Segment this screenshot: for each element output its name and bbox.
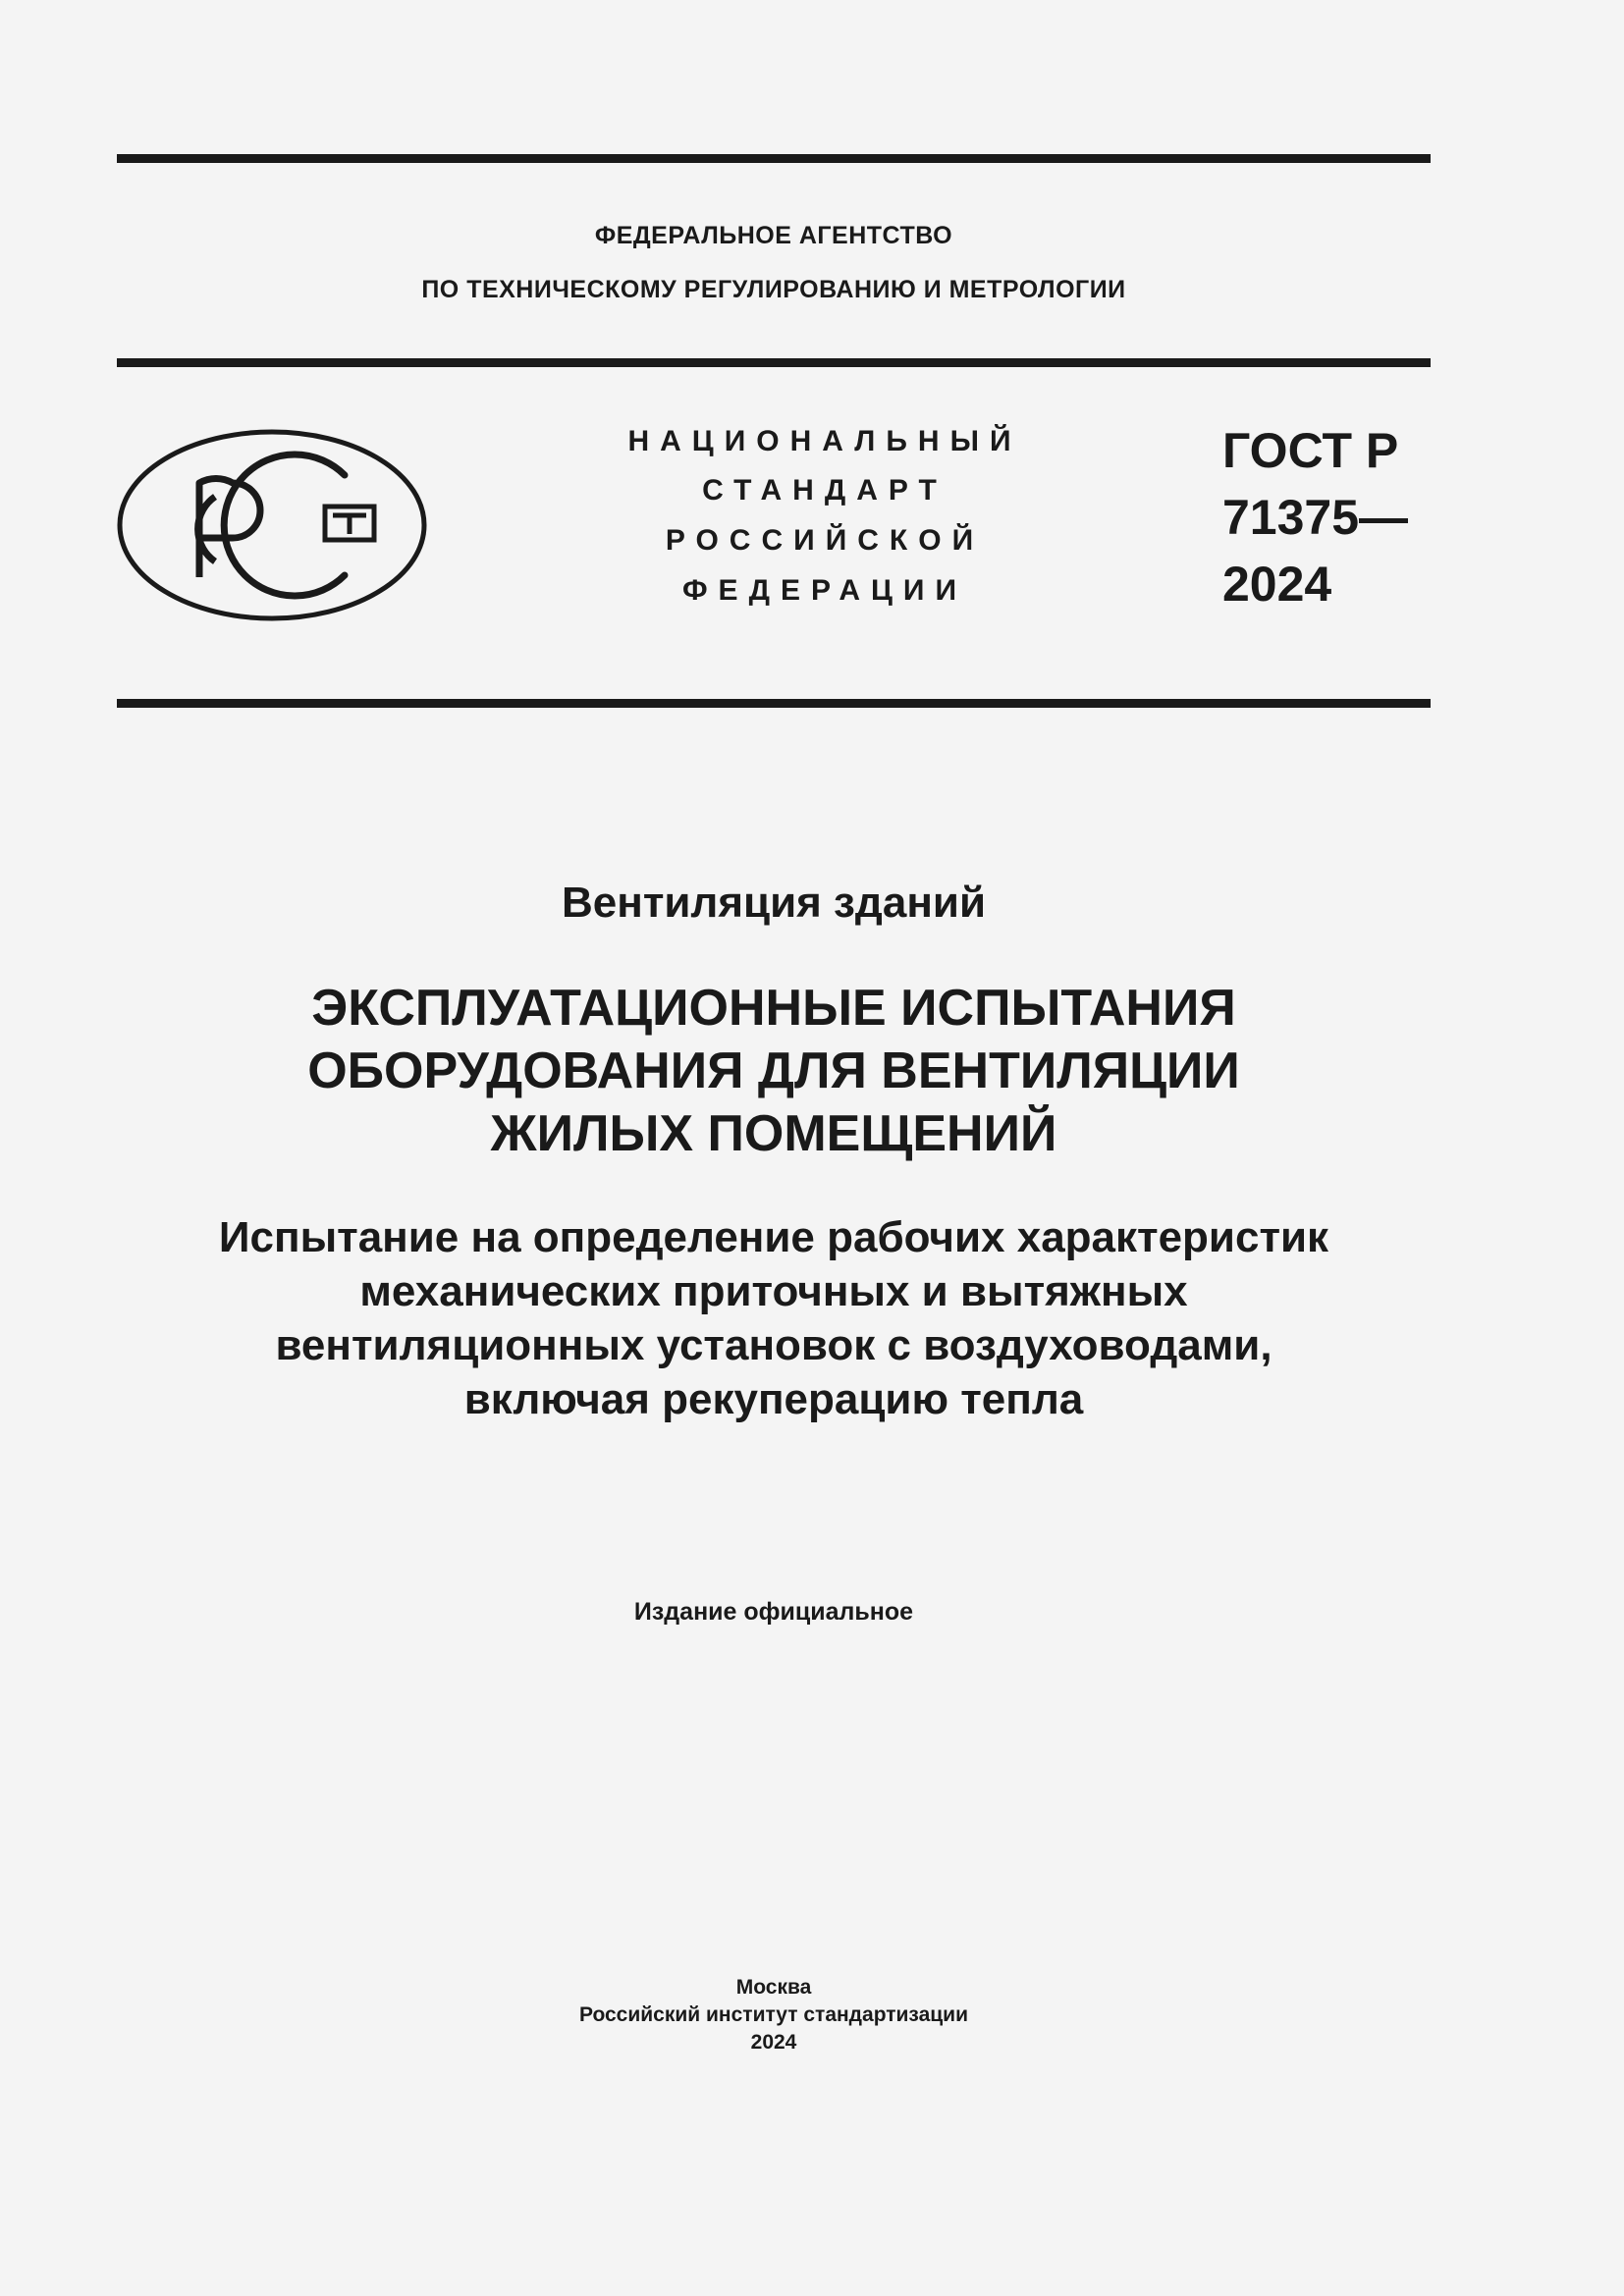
document-title-line: ОБОРУДОВАНИЯ ДЛЯ ВЕНТИЛЯЦИИ	[307, 1042, 1240, 1099]
agency-name-line-1: ФЕДЕРАЛЬНОЕ АГЕНТСТВО	[594, 222, 953, 249]
imprint	[117, 1974, 1431, 2056]
imprint-city: Москва	[735, 1976, 812, 1999]
document-title	[117, 977, 1431, 1165]
standard-type-line-1: НАЦИОНАЛЬНЫЙ	[627, 425, 1022, 457]
document-title-line: ЭКСПЛУАТАЦИОННЫЕ ИСПЫТАНИЯ	[311, 980, 1236, 1037]
top-divider	[117, 154, 1431, 163]
header-divider	[117, 358, 1431, 367]
edition-note: Издание официальное	[633, 1598, 914, 1626]
document-subtitle-line: включая рекуперацию тепла	[463, 1375, 1084, 1423]
imprint-publisher: Российский институт стандартизации	[578, 2003, 969, 2026]
document-subject: Вентиляция зданий	[562, 879, 986, 927]
standard-type-line-3: РОССИЙСКОЙ	[665, 524, 985, 557]
agency-name-line-2: ПО ТЕХНИЧЕСКОМУ РЕГУЛИРОВАНИЮ И МЕТРОЛОГИИ	[421, 276, 1126, 303]
standard-type-line-2: СТАНДАРТ	[702, 474, 947, 507]
document-title-line: ЖИЛЫХ ПОМЕЩЕНИЙ	[490, 1105, 1057, 1162]
standard-designation	[1222, 417, 1408, 617]
designation-line-2: 71375—	[1222, 490, 1409, 545]
imprint-year: 2024	[750, 2031, 797, 2054]
document-subtitle-line: Испытание на определение рабочих характеристик	[218, 1213, 1329, 1261]
document-subtitle-line: механических приточных и вытяжных	[359, 1267, 1188, 1315]
title-block-divider	[117, 699, 1431, 708]
document-subtitle-line: вентиляционных установок с воздуховодами,	[275, 1321, 1272, 1369]
document-subtitle	[117, 1210, 1431, 1426]
designation-line-1: ГОСТ Р	[1222, 423, 1399, 478]
rst-certification-mark-icon	[117, 428, 427, 622]
standard-type-line-4: ФЕДЕРАЦИИ	[681, 574, 968, 607]
designation-line-3: 2024	[1222, 557, 1332, 612]
